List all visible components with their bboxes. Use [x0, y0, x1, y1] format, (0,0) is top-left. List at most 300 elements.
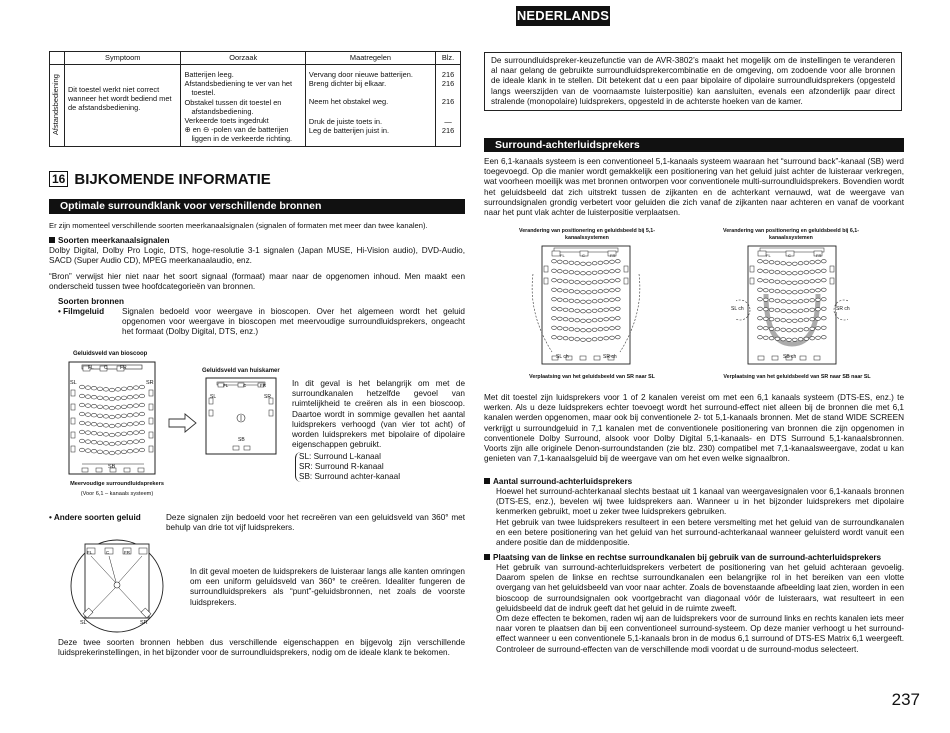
home-text: In dit geval is het belangrijk om met de surroundkanalen hetzelfde gevoel van ruimtelijkheid te creëren als in een bioscoop. Daartoe wordt in sommige gevallen het aantal luidsprekers verhoogd (van vier tot acht) of worden luidsprekers met bipolaire of dipolaire eigenschappen gebruikt. — [292, 379, 465, 450]
seat — [91, 413, 96, 417]
seat — [816, 270, 821, 273]
seat — [798, 271, 803, 274]
seat — [821, 326, 826, 329]
seat — [598, 337, 603, 340]
language-badge: NEDERLANDS — [516, 6, 610, 26]
seat — [103, 406, 108, 410]
seat — [810, 280, 815, 283]
seat — [586, 272, 591, 275]
seat — [816, 260, 821, 263]
seat — [604, 280, 609, 283]
legend-sb: SB: Surround achter-kanaal — [299, 472, 401, 481]
seat — [127, 413, 132, 417]
home-sr-label: SR — [264, 394, 271, 400]
seat — [769, 318, 774, 321]
seat — [781, 328, 786, 331]
seat — [775, 328, 780, 331]
seat — [598, 261, 603, 264]
seat — [557, 289, 562, 292]
seat — [97, 414, 102, 418]
seat — [781, 281, 786, 284]
measure-item: Neem het obstakel weg. — [308, 97, 389, 107]
seat — [610, 327, 615, 330]
seat — [758, 317, 763, 320]
seat — [821, 260, 826, 263]
diag1-5-1-layout — [530, 244, 642, 368]
signal-types-block — [49, 236, 465, 267]
seat — [775, 261, 780, 264]
measure-item: Breng dichter bij elkaar. — [308, 79, 387, 89]
seat — [79, 385, 84, 389]
seat — [133, 404, 138, 408]
seat — [103, 397, 108, 401]
seat — [592, 338, 597, 341]
seat — [781, 309, 786, 312]
section-title: BIJKOMENDE INFORMATIE — [74, 170, 271, 188]
seat — [781, 262, 786, 265]
legend-sl: SL: Surround L-kanaal — [299, 452, 381, 461]
seat — [581, 281, 586, 284]
square-bullet-icon — [484, 554, 490, 560]
seat — [575, 271, 580, 274]
d2-c-label: C — [788, 253, 791, 258]
seat — [115, 415, 120, 419]
seat — [552, 260, 557, 263]
seat — [810, 337, 815, 340]
seat — [604, 327, 609, 330]
seat — [586, 281, 591, 284]
d2-fl-label: FL — [766, 253, 771, 258]
seat — [563, 261, 568, 264]
seat — [569, 337, 574, 340]
seat — [604, 261, 609, 264]
seat — [804, 309, 809, 312]
seat — [604, 270, 609, 273]
seat — [575, 300, 580, 303]
arrow-right-icon — [168, 412, 198, 434]
seat — [97, 450, 102, 454]
seat — [103, 451, 108, 455]
seat — [127, 440, 132, 444]
seat — [97, 441, 102, 445]
seat — [787, 338, 792, 341]
seat — [769, 337, 774, 340]
seat — [103, 388, 108, 392]
seat — [792, 281, 797, 284]
seat — [804, 261, 809, 264]
seat — [792, 300, 797, 303]
p360-fl-label: FL — [87, 550, 93, 555]
seat — [552, 326, 557, 329]
seat — [787, 262, 792, 265]
seat — [103, 415, 108, 419]
seat — [592, 328, 597, 331]
seat — [763, 308, 768, 311]
seat — [810, 318, 815, 321]
seat — [763, 289, 768, 292]
seat — [85, 413, 90, 417]
film-text: Signalen bedoeld voor weergave in bioscopen. Over het algemeen wordt het geluid opgenomen voor weergave in bioscopen met meervoudige surroundluidsprekers, ongeacht het formaat (Dolby Digital, DTS, enz.) — [122, 307, 465, 337]
speaker-fr-label: FR — [120, 365, 127, 371]
seat — [139, 439, 144, 443]
measure-item: Druk de juiste toets in. — [308, 116, 383, 126]
seat — [592, 290, 597, 293]
d1-fr-label: FR — [610, 253, 616, 258]
seat — [592, 271, 597, 274]
seat — [115, 451, 120, 455]
speaker-c-label: C — [104, 365, 108, 371]
square-bullet-icon — [49, 237, 55, 243]
seat — [139, 403, 144, 407]
seat — [821, 317, 826, 320]
seat — [775, 290, 780, 293]
seat — [758, 260, 763, 263]
seat — [127, 395, 132, 399]
seat — [91, 422, 96, 426]
count-heading-wrap — [484, 477, 632, 487]
seat — [586, 291, 591, 294]
seat — [610, 317, 615, 320]
seat — [769, 308, 774, 311]
seat — [615, 288, 620, 291]
seat — [604, 337, 609, 340]
seat — [592, 309, 597, 312]
seat — [109, 433, 114, 437]
seat — [798, 328, 803, 331]
seat — [581, 319, 586, 322]
seat — [97, 432, 102, 436]
col-page: Blz. — [436, 52, 461, 65]
cause-item: Batterijen leeg. — [184, 70, 234, 79]
seat — [586, 262, 591, 265]
diag2-title: Verandering van positionering en geluidsbeeld bij 6,1-kanaalssystemen — [723, 228, 859, 241]
seat — [769, 280, 774, 283]
seat — [115, 433, 120, 437]
seat — [575, 290, 580, 293]
d1-sr-ch: SR ch — [603, 354, 617, 360]
seat — [604, 299, 609, 302]
seat — [592, 262, 597, 265]
seat — [79, 394, 84, 398]
seat — [133, 386, 138, 390]
seat — [816, 308, 821, 311]
seat — [133, 431, 138, 435]
other-text: Deze signalen zijn bedoeld voor het recreëren van een geluidsveld van 360° met behulp van drie tot vijf luidsprekers. — [166, 513, 465, 533]
seat — [615, 307, 620, 310]
seat — [798, 309, 803, 312]
seat — [552, 336, 557, 339]
seat — [569, 328, 574, 331]
seat — [586, 338, 591, 341]
seat — [557, 308, 562, 311]
seat — [139, 394, 144, 398]
seat — [615, 298, 620, 301]
seat — [769, 261, 774, 264]
d2-sb-ch: SB ch — [783, 354, 797, 360]
seat — [557, 270, 562, 273]
seat — [816, 298, 821, 301]
page-ref: 216 — [441, 70, 455, 79]
seat — [575, 262, 580, 265]
seat — [79, 403, 84, 407]
seat — [798, 281, 803, 284]
speaker-sr-label: SR — [146, 380, 154, 386]
seat — [557, 279, 562, 282]
seat — [139, 448, 144, 452]
seat — [804, 328, 809, 331]
seat — [97, 387, 102, 391]
seat — [775, 309, 780, 312]
closing-text: Deze twee soorten bronnen hebben dus verschillende eigenschappen en bijgevolg zijn verschillende luidsprekerinstellingen, in het bijzonder voor de surroundluidsprekers, nodig om de ideale klank te bekomen. — [58, 638, 465, 658]
seat — [557, 317, 562, 320]
col-measures: Maatregelen — [305, 52, 435, 65]
seat — [79, 439, 84, 443]
seat — [792, 329, 797, 332]
other-label: • Andere soorten geluid — [49, 513, 141, 522]
seat — [804, 299, 809, 302]
signal-types-text: Dolby Digital, Dolby Pro Logic, DTS, hoge-resolutie 3-1 signalen (Japan MUSE, Hi-Vision audio), DVD-Audio, SACD (Super Audio CD), MPEG meerkanaalaudio, enz. — [49, 246, 465, 266]
home-sl-label: SL — [210, 394, 217, 400]
seat — [563, 318, 568, 321]
place-text: Het gebruik van surround-achterluidsprekers verbetert de positionering van het geluid achteraan gevoelig. Daarom spelen de linkse en rechtse surroundkanalen een belangrijke rol in het bereiken van een vlotte overgang van het geluidsbeeld van voor naar achter. Zoals de bovenstaande afbeelding laat zien, worden in een bioscoop de surroundsignalen ook voortgebracht van diagonaal vóór de luisteraars, wat resulteert in een geluidsbeeld dat de indruk geeft dat het geluid in de ruimte zweeft. Om deze effecten te bekomen, raden wij aan de luidsprekers voor de surround links en rechts kanalen iets meer naar voren te plaatsen dan bij een conventioneel surround-systeem. Op deze manier verhoogt u het surround-effect wanneer u een conventionele 5,1-kanaals bron in de modus 6,1 surround of DTS-ES Matrix 6,1 weergeeft. Controleer de surround-effecten van de verschillende modi voordat u de surround-modus selecteert. — [496, 563, 904, 654]
seat — [552, 288, 557, 291]
diag1-title: Verandering van positionering en geluidsbeeld bij 5,1-kanaalssystemen — [519, 228, 655, 241]
seat — [127, 386, 132, 390]
back-text: Een 6,1-kanaals systeem is een conventioneel 5,1-kanaals systeem waaraan het “surround back”-kanaal (SB) werd toegevoegd. Op die manier wordt gemakkelijk een positionering van het geluid juist achter de luisteraar verkregen, wat voorheen moeilijk was met bronnen ontworpen voor conventionele multi-surroundluidsprekers. Bovendien wordt het geluidsbeeld dat zich uitstrekt tussen de zijkanten en de achterkant vernauwd, wat de weergave van surroundsignalen grondig verbetert voor geluiden die zich vanaf de zijkanten naar achteren en vanaf de voorkant naar het punt vlak achter de luisterpositie verplaatsen. — [484, 157, 904, 218]
place-heading: Plaatsing van de linkse en rechtse surroundkanalen bij gebruik van de surround-achterluidsprekers — [493, 553, 882, 562]
seat — [109, 388, 114, 392]
seat — [115, 388, 120, 392]
seat — [563, 289, 568, 292]
seat — [115, 424, 120, 428]
p360-sl-label: SL — [80, 620, 87, 626]
col-symptom: Symptoom — [64, 52, 180, 65]
home-c-label: C — [243, 383, 247, 388]
seat — [804, 290, 809, 293]
seat — [763, 327, 768, 330]
seat — [91, 386, 96, 390]
page-ref: — — [444, 116, 452, 126]
seat — [758, 298, 763, 301]
seat — [85, 404, 90, 408]
seat — [787, 310, 792, 313]
seat — [769, 289, 774, 292]
seat — [781, 290, 786, 293]
seat — [816, 336, 821, 339]
d2-fr-label: FR — [816, 253, 822, 258]
seat — [133, 422, 138, 426]
seat — [810, 299, 815, 302]
seat — [133, 395, 138, 399]
seat — [758, 269, 763, 272]
seat — [586, 300, 591, 303]
seat — [115, 442, 120, 446]
seat — [787, 272, 792, 275]
seat — [787, 291, 792, 294]
seat — [109, 424, 114, 428]
seat — [758, 288, 763, 291]
seat — [781, 338, 786, 341]
seat — [792, 262, 797, 265]
seat — [792, 272, 797, 275]
col-cause: Oorzaak — [181, 52, 305, 65]
seat — [758, 326, 763, 329]
cause-item: Verkeerde toets ingedrukt — [184, 116, 269, 126]
seat — [804, 318, 809, 321]
seat — [758, 336, 763, 339]
seat — [615, 326, 620, 329]
seat — [109, 442, 114, 446]
seat — [127, 449, 132, 453]
seat — [557, 327, 562, 330]
row-group-label: Afstandsbediening — [51, 74, 60, 136]
back-heading-bar: Surround-achterluidsprekers — [484, 138, 904, 152]
seat — [798, 319, 803, 322]
seat — [615, 317, 620, 320]
seat — [787, 281, 792, 284]
seat — [133, 413, 138, 417]
seat — [798, 300, 803, 303]
seat — [552, 269, 557, 272]
cinema-label: Geluidsveld van bioscoop — [73, 351, 148, 357]
seat — [586, 329, 591, 332]
seat — [103, 424, 108, 428]
seat — [85, 422, 90, 426]
seat — [79, 448, 84, 452]
seat — [79, 412, 84, 416]
seat — [810, 327, 815, 330]
film-label: • Filmgeluid — [58, 307, 105, 316]
seat — [787, 329, 792, 332]
seat — [598, 318, 603, 321]
section-heading — [49, 170, 271, 188]
sources-heading: Soorten bronnen — [58, 297, 124, 306]
section-number: 16 — [49, 171, 68, 187]
diag2-caption: Verplaatsing van het geluidsbeeld van SR naar SB naar SL — [723, 374, 871, 380]
seat — [758, 307, 763, 310]
seat — [552, 298, 557, 301]
seat — [775, 280, 780, 283]
seat — [769, 299, 774, 302]
seat — [569, 299, 574, 302]
seat — [763, 317, 768, 320]
seat — [133, 449, 138, 453]
seat — [79, 421, 84, 425]
seat — [604, 289, 609, 292]
cause-item: Obstakel tussen dit toestel en afstandsbediening. — [184, 97, 282, 116]
seat — [769, 327, 774, 330]
seat — [127, 431, 132, 435]
seat — [758, 279, 763, 282]
count-text: Hoewel het surround-achterkanaal slechts bestaat uit 1 kanaal van weergavesignalen voor 6,1-kanaals bronnen (DTS-ES, enz.), bevelen wij twee luidsprekers aan. Wanneer u in het bijzonder luidsprekers met dipolaire kenmerken gebruikt, moet u zeker twee luidsprekers gebruiken. Het gebruik van twee luidsprekers resulteert in een betere versmelting met het geluid van de surroundkanalen en een betere positionering van het geluid van het surround-achterkanaal wanneer geluisterd wordt vanuit een andere positie dan de middenpositie. — [496, 487, 904, 548]
d2-sl-ch: SL ch — [731, 306, 744, 312]
seat — [91, 404, 96, 408]
seat — [787, 319, 792, 322]
seat — [139, 412, 144, 416]
seat — [610, 298, 615, 301]
page-ref: 216 — [441, 125, 455, 135]
seat — [781, 300, 786, 303]
seat — [91, 440, 96, 444]
diag2-6-1-layout — [736, 244, 848, 368]
page-ref: 216 — [441, 97, 455, 107]
seat — [109, 406, 114, 410]
seat — [598, 290, 603, 293]
seat — [592, 281, 597, 284]
place-heading-wrap — [484, 553, 881, 563]
seat — [85, 440, 90, 444]
seat — [586, 319, 591, 322]
seat — [598, 271, 603, 274]
seat — [109, 397, 114, 401]
seat — [821, 307, 826, 310]
seat — [581, 262, 586, 265]
home-diagram — [204, 376, 278, 456]
seat — [610, 270, 615, 273]
seat — [615, 336, 620, 339]
seat — [775, 299, 780, 302]
cause-list — [184, 70, 301, 144]
seat — [604, 318, 609, 321]
seat — [581, 291, 586, 294]
page-ref: 216 — [441, 79, 455, 89]
seat — [569, 261, 574, 264]
legend-sr: SR: Surround R-kanaal — [299, 462, 384, 471]
seat — [127, 422, 132, 426]
seat — [575, 328, 580, 331]
seat — [79, 430, 84, 434]
count-heading: Aantal surround-achterluidsprekers — [493, 477, 633, 486]
p360-sr-label: SR — [140, 620, 148, 626]
seat — [775, 318, 780, 321]
seat — [121, 423, 126, 427]
point-text: In dit geval moeten de luidsprekers de luisteraar langs alle kanten omringen om een uniform geluidsveld van 360° te creëren. Idealiter fungeren de surroundluidsprekers als “punt”-geluidsbronnen, net zoals de voorste luidsprekers. — [190, 567, 465, 607]
seat — [575, 319, 580, 322]
seat — [598, 309, 603, 312]
seat — [610, 289, 615, 292]
seat — [575, 338, 580, 341]
seat — [97, 396, 102, 400]
seat — [810, 289, 815, 292]
seat — [598, 299, 603, 302]
seat — [552, 279, 557, 282]
seat — [85, 431, 90, 435]
seat — [798, 338, 803, 341]
measure-list — [309, 70, 432, 135]
seat — [804, 337, 809, 340]
seat — [557, 260, 562, 263]
d1-c-label: C — [582, 253, 585, 258]
seat — [121, 396, 126, 400]
seat — [115, 397, 120, 401]
seat — [121, 450, 126, 454]
seat — [563, 299, 568, 302]
seat — [563, 308, 568, 311]
cinema-diagram — [62, 360, 162, 480]
seat — [569, 290, 574, 293]
seat — [798, 290, 803, 293]
p360-fr-label: FR — [124, 550, 130, 555]
seat — [598, 328, 603, 331]
seat — [821, 288, 826, 291]
seat — [821, 269, 826, 272]
seat — [598, 280, 603, 283]
seat — [569, 318, 574, 321]
seat — [133, 440, 138, 444]
seat — [792, 291, 797, 294]
page-number: 237 — [891, 690, 920, 709]
seat — [115, 406, 120, 410]
